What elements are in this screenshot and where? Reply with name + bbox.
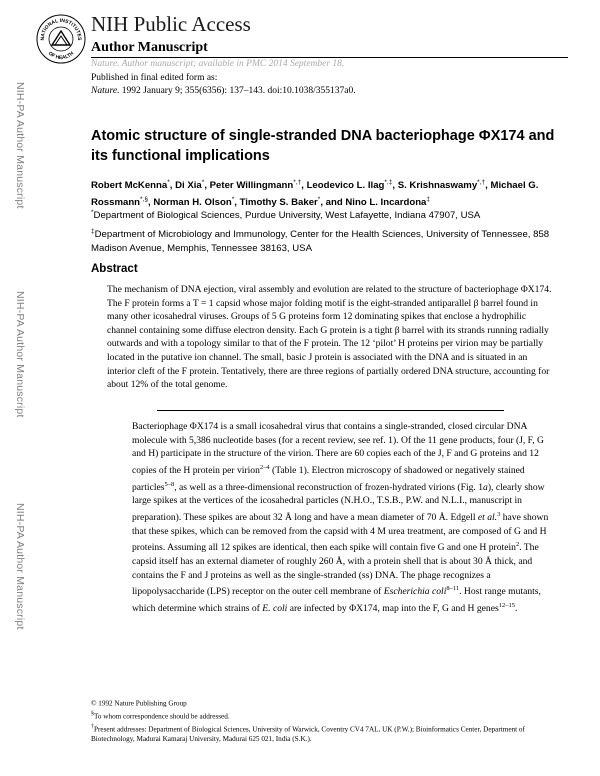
author-separator: ,: [204, 180, 210, 192]
side-label-bottom: NIH-PA Author Manuscript: [14, 503, 26, 630]
side-label-middle: NIH-PA Author Manuscript: [14, 291, 26, 418]
svg-text:NATIONAL INSTITUTES: NATIONAL INSTITUTES: [39, 17, 83, 41]
author-separator: ,: [148, 197, 154, 209]
author-name: Michael G. Rossmann: [91, 180, 539, 209]
author-affiliation-mark: *: [231, 196, 235, 204]
author-name: Timothy S. Baker: [239, 197, 318, 209]
author-name: S. Krishnaswamy: [397, 180, 478, 192]
italic-text: E. coli: [262, 603, 288, 615]
author-affiliation-mark: *,†: [293, 179, 302, 186]
citation-ref: 2: [515, 541, 520, 549]
body-text: . Host range mutants, which determine which strains of: [132, 586, 541, 615]
footnote-correspondence: §To whom correspondence should be addressed.: [91, 710, 230, 721]
affiliation-mark: *: [91, 209, 94, 216]
author-affiliation-mark: *: [167, 179, 170, 186]
author-name: Leodevico L. Ilag: [306, 180, 385, 192]
citation-ref: 12–15: [498, 602, 515, 610]
footnote-copyright: © 1992 Nature Publishing Group: [91, 699, 187, 708]
abstract-text: The mechanism of DNA ejection, viral assembly and evolution are related to the structure of bacteriophage ΦX174. The F protein forms a T = 1 capsid whose major folding motif is the eight-stranded antiparallel β barrel found in many other icosahedral viruses. Groups of 5 G proteins form 12 dominating spikes that enclose a hydrophilic channel containing some diffuse electron density. Each G protein is a tight β barrel with its strands running radially outwards and with a topology similar to that of the F protein. The 12 ‘pilot’ H proteins per virion may be partially located in the putative ion channel. The small, basic J protein is associated with the DNA and is situated in an interior cleft of the F protein. Tentatively, there are three regions of partially ordered DNA structure, accounting for about 12% of the total genome.: [107, 284, 552, 391]
footnote-present-addresses: †Present addresses: Department of Biological Sciences, University of Warwick, Coventry CV4 7AL, UK (P.W.); Bioinformatics Center, Department of Biotechnology, Madurai Kamaraj University, Madurai 625 021, India (S.K.).: [91, 723, 525, 743]
nih-logo: [36, 14, 86, 64]
footnotes: [91, 697, 561, 745]
citation-ref: 8–11: [446, 585, 460, 593]
body-text: have shown that these spikes, which can be removed from the capsid with 4 M urea treatment, are composed of G and H proteins. Assuming all 12 spikes are identical, then each spike will contain five G and one H protein: [132, 512, 549, 554]
author-name: Peter Willingmann: [209, 180, 294, 192]
body-text: .: [514, 603, 518, 615]
author-separator: ,: [392, 180, 398, 192]
citation-ref: 3: [497, 510, 501, 518]
citation-ref: 5–8: [164, 480, 175, 488]
body-text: , as well as a three-dimensional reconstruction of frozen-hydrated virions (Fig. 1: [174, 481, 484, 493]
body-text: Bacteriophage ΦX174 is a small icosahedral virus that contains a single-stranded, closed circular DNA molecule with 5,386 nucleotide bases (for a recent review, see ref. 1). Of the 11 gene products, four (J, F, G and H) participate in the structure of the virion. There are 60 copies each of the J, F and G proteins and 12 copies of the H protein per virion: [132, 421, 544, 476]
citation-ref: 2–4: [259, 463, 270, 471]
italic-text: et al.: [477, 512, 498, 524]
author-affiliation-mark: ‡: [426, 196, 431, 204]
side-label-top: NIH-PA Author Manuscript: [14, 82, 26, 209]
author-separator: , and: [320, 197, 346, 209]
affiliation-purdue: [91, 206, 561, 223]
header-availability-note: Nature. Author manuscript; available in PMC 2014 September 18.: [91, 59, 345, 69]
body-text: ), clearly show large spikes at the vertices of the icosahedral particles (N.H.O., T.S.B., P.W. and N.L.I., manuscript in preparation). These spikes are about 32 Å long and have a mean diameter of 70 Å. Edgell: [132, 481, 545, 524]
publication-info: [91, 72, 356, 98]
author-separator: ,: [234, 197, 240, 209]
header-subtitle: Author Manuscript: [91, 40, 208, 55]
body-text: . The capsid itself has an external diameter of roughly 260 Å, with a protein shell that is about 30 Å thick, and contains the F and J proteins as well as the single-stranded (ss) DNA. The phage recognizes a lipopolysaccharide (LPS) receptor on the outer cell membrane of: [132, 542, 539, 598]
header-rule: [91, 57, 568, 58]
author-separator: ,: [485, 180, 491, 192]
author-affiliation-mark: *,§: [140, 196, 148, 204]
abstract-heading: Abstract: [91, 263, 138, 275]
body-text: (Table 1). Electron microscopy of shadowed or negatively stained particles: [132, 464, 525, 493]
publication-citation: [91, 85, 356, 98]
author-separator: ,: [169, 180, 176, 192]
author-affiliation-mark: *: [201, 179, 205, 186]
author-affiliation-mark: *,‡: [384, 179, 393, 186]
abstract-divider: [157, 410, 504, 411]
affiliation-text: Department of Microbiology and Immunology, Center for the Health Sciences, University of Tennessee, 858 Madison Avenue, Memphis, Tennessee 38163, USA: [91, 229, 550, 254]
affiliation-text: Department of Biological Sciences, Purdue University, West Lafayette, Indiana 47907, USA: [93, 210, 481, 222]
author-name: Robert McKenna: [91, 180, 168, 192]
svg-text:OF HEALTH: OF HEALTH: [46, 50, 76, 62]
affiliation-mark: ‡: [91, 228, 95, 235]
journal-name: Nature: [91, 86, 118, 96]
header-title: NIH Public Access: [91, 12, 251, 36]
author-name: Norman H. Olson: [153, 197, 232, 209]
author-affiliation-mark: *: [317, 196, 321, 204]
body-text: are infected by ΦX174, map into the F, G and H genes: [287, 603, 499, 615]
author-affiliation-mark: *,†: [477, 179, 486, 186]
affiliation-tennessee: [91, 225, 561, 255]
article-title: Atomic structure of single-stranded DNA bacteriophage ΦX174 and its functional implications: [91, 128, 555, 164]
italic-text: a: [483, 481, 488, 493]
author-name: Nino L. Incardona: [345, 197, 427, 209]
publication-line: Published in final edited form as:: [91, 73, 218, 83]
italic-text: Escherichia coli: [383, 586, 447, 598]
author-name: Di Xia: [175, 180, 202, 192]
citation-details: . 1992 January 9; 355(6356): 137–143. doi:10.1038/355137a0.: [117, 86, 356, 96]
author-separator: ,: [301, 180, 307, 192]
body-paragraph: [132, 420, 557, 616]
